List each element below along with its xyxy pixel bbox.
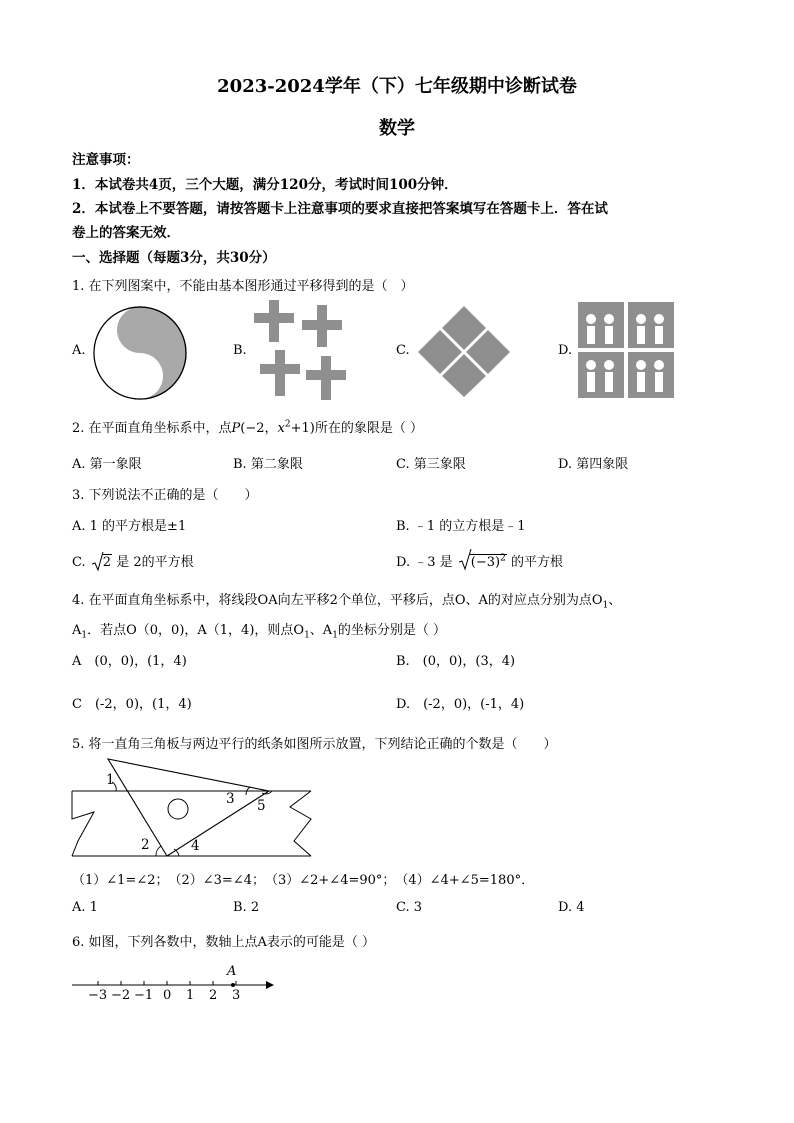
q4-line-1-end: 、 [608,593,622,608]
q4-a: A [72,623,82,638]
q4-option-b: B. (0，0)，(3，4) [396,654,516,669]
q2-var-x: x [277,421,285,436]
crosses-figure [252,300,348,400]
q4-b: ．若点O（0，0)，A（1，4)，则点O [87,623,305,638]
q2-coord-close: +1) [290,421,315,436]
angle-label-5: 5 [257,798,266,814]
notice-heading: 注意事项： [72,152,140,168]
sqrt-radicand-exponent: 2 [500,553,506,564]
q6-stem: 6. 如图，下列各数中，数轴上点A表示的可能是（ ） [72,935,376,950]
diamonds-figure [416,304,512,398]
q1-option-d-label: D. [558,343,573,358]
q3-option-d-label: D. ﹣3 是 [396,555,453,570]
sqrt-sign-icon [92,552,104,572]
q3-option-b: B. ﹣1 的立方根是﹣1 [396,519,526,534]
sqrt-2 [92,555,112,570]
q3-option-c-text: 是 2的平方根 [116,555,194,570]
q2-stem-suffix: 所在的象限是（ ） [314,421,424,436]
q4-option-d: D. (-2，0)，(-1，4) [396,697,525,712]
q4-line-1-text: 4. 在平面直角坐标系中，将线段OA向左平移2个单位，平移后，点O、A的对应点分别为点O [72,593,603,608]
tick-label-3: 3 [232,988,241,1003]
q2-point-name: P [231,421,241,436]
q3-option-d-text: 的平方根 [510,555,563,570]
q3-option-c [72,551,194,570]
q3-stem: 3. 下列说法不正确的是（ ） [72,488,258,503]
q4-c: 、A [309,623,333,638]
yin-yang-figure [92,305,188,401]
q4-sub-o1: 1 [602,600,609,611]
page-title: 2023-2024学年（下）七年级期中诊断试卷 [217,76,577,97]
q2-option-c: C. 第三象限 [396,457,466,472]
q4-sub-o1b: 1 [304,630,310,641]
sqrt-2-radicand: 2 [102,555,112,570]
tick-label-neg3: −3 [88,988,108,1003]
subject-title: 数学 [379,118,415,139]
q4-line-2 [72,619,446,641]
q3-option-c-label: C. [72,555,86,570]
grid-figure [578,302,674,398]
q4-line-1 [72,589,621,611]
notice-item-2-line-2: 卷上的答案无效． [72,225,180,241]
q4-sub-a1b: 1 [332,630,338,641]
tick-label-0: 0 [163,988,172,1003]
q3-option-d [396,551,563,570]
q5-option-a: A. 1 [72,900,98,915]
sqrt-sign-icon [459,549,472,571]
q1-option-c-label: C. [396,343,410,358]
tick-label-neg1: −1 [134,988,154,1003]
q3-option-a: A. 1 的平方根是±1 [72,519,187,534]
q5-option-d: D. 4 [558,900,585,915]
notice-item-1: 1．本试卷共4页，三个大题，满分120分，考试时间100分钟． [72,177,458,193]
notice-item-2-line-1: 2．本试卷上不要答题，请按答题卡上注意事项的要求直接把答案填写在答题卡上．答在试 [72,201,608,217]
angle-label-1: 1 [106,772,115,788]
q5-stem: 5. 将一直角三角板与两边平行的纸条如图所示放置，下列结论正确的个数是（ ） [72,737,557,752]
q2-exponent: 2 [284,419,291,430]
q5-conditions: （1）∠1=∠2； （2）∠3=∠4； （3）∠2+∠4=90°； （4）∠4+∠5=180°． [72,873,535,888]
q1-option-b-label: B. [233,343,247,358]
q4-sub-a1: 1 [81,630,88,641]
q2-option-d: D. 第四象限 [558,457,629,472]
tick-label-neg2: −2 [111,988,131,1003]
q2-stem-prefix: 2. 在平面直角坐标系中，点 [72,421,232,436]
q1-stem: 1. 在下列图案中，不能由基本图形通过平移得到的是（ ） [72,279,414,294]
sqrt-radicand-base: (−3) [470,555,501,570]
q4-d: 的坐标分别是（ ） [337,623,447,638]
sqrt-radicand [470,554,507,570]
q1-option-a-label: A. [72,343,86,358]
q2-coord-open: (−2， [240,421,278,436]
section-heading: 一、选择题（每题3分，共30分） [72,250,276,266]
q4-option-c: C (-2，0)，(1，4) [72,697,192,712]
arrow-right-icon [266,981,274,989]
q2-stem [72,417,423,436]
point-a-dot [231,983,235,987]
point-a-label: A [227,964,237,979]
q5-option-b: B. 2 [233,900,260,915]
angle-label-2: 2 [141,837,150,853]
q5-option-c: C. 3 [396,900,423,915]
q2-option-a: A. 第一象限 [72,457,142,472]
angle-label-3: 3 [226,791,235,807]
tick-label-2: 2 [209,988,218,1003]
q4-option-a: A (0，0)，(1，4) [72,654,187,669]
tick-label-1: 1 [186,988,195,1003]
q2-option-b: B. 第二象限 [233,457,303,472]
sqrt-neg3-squared [459,554,507,570]
angle-label-4: 4 [191,838,200,854]
